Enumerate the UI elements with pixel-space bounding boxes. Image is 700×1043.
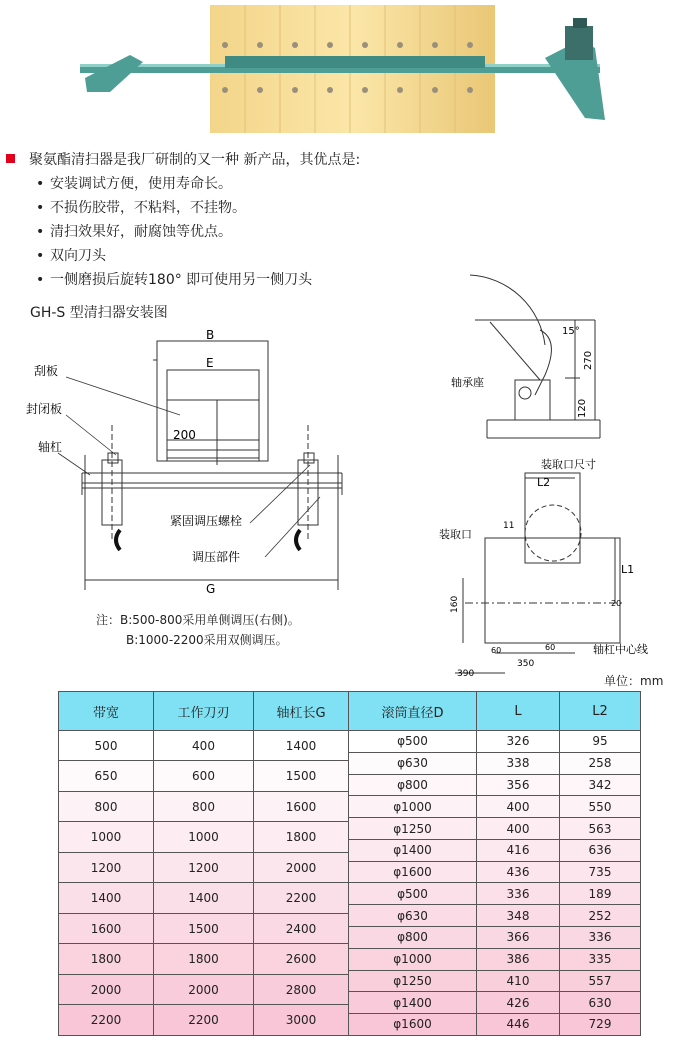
dim-11: 11	[503, 521, 515, 531]
table-cell: φ1400	[349, 839, 477, 861]
table-cell: 1400	[59, 883, 154, 913]
unit-label: 单位：mm	[604, 674, 664, 688]
feature-text: 一侧磨损后旋转180° 即可使用另一侧刀头	[50, 272, 313, 288]
table-cell: 348	[477, 905, 560, 927]
dim-390: 390	[457, 669, 475, 679]
feature-item: • 安装调试方便，使用寿命长。	[36, 176, 232, 192]
note-line: B:1000-2200采用双侧调压。	[126, 633, 288, 647]
column-header: L	[477, 692, 560, 731]
spec-table-head	[59, 692, 641, 731]
table-cell: 2200	[154, 1005, 254, 1035]
installation-drawing	[20, 325, 400, 610]
table-cell: 95	[560, 731, 641, 753]
table-row	[59, 731, 641, 753]
table-cell: φ1600	[349, 861, 477, 883]
table-cell: 2000	[254, 852, 349, 882]
port-drawing	[425, 448, 648, 679]
dim-g: G	[206, 582, 216, 596]
table-cell: φ1600	[349, 1014, 477, 1036]
table-cell: 400	[477, 818, 560, 840]
table-cell: φ1250	[349, 818, 477, 840]
side-view-drawing	[445, 270, 605, 450]
table-cell: 500	[59, 731, 154, 761]
port-label: 装取口	[439, 528, 472, 541]
label-shaft: 轴杠	[38, 440, 63, 454]
table-cell: φ500	[349, 883, 477, 905]
dim-200: 200	[173, 428, 196, 442]
table-cell: 735	[560, 861, 641, 883]
dim-270: 270	[583, 350, 594, 370]
center-line-label: 轴杠中心线	[593, 643, 648, 656]
label-scraper: 刮板	[34, 364, 59, 378]
column-header: 轴杠长G	[254, 692, 349, 731]
table-cell: 386	[477, 948, 560, 970]
intro-headline	[6, 148, 606, 172]
table-cell: 630	[560, 992, 641, 1014]
table-cell: 400	[154, 731, 254, 761]
note-line: 注：B:500-800采用单侧调压(右侧)。	[96, 613, 300, 627]
dim-20: 20	[611, 599, 622, 608]
table-cell: 3000	[254, 1005, 349, 1035]
table-cell: φ1000	[349, 948, 477, 970]
feature-text: 安装调试方便，使用寿命长。	[50, 176, 232, 192]
table-cell: 436	[477, 861, 560, 883]
table-cell: 335	[560, 948, 641, 970]
table-cell: 1600	[59, 913, 154, 943]
table-cell: 1400	[154, 883, 254, 913]
notes	[96, 610, 300, 650]
table-cell: 2800	[254, 974, 349, 1004]
column-header: 滚筒直径D	[349, 692, 477, 731]
table-row	[59, 883, 641, 905]
dim-b: B	[206, 328, 215, 342]
table-cell: 336	[560, 926, 641, 948]
table-cell: 550	[560, 796, 641, 818]
table-cell: φ800	[349, 774, 477, 796]
spec-table	[58, 691, 641, 1036]
table-cell: φ630	[349, 752, 477, 774]
feature-text: 双向刀头	[50, 248, 106, 264]
label-bolt: 紧固调压螺栓	[170, 514, 243, 528]
table-cell: φ1000	[349, 796, 477, 818]
table-cell: 446	[477, 1014, 560, 1036]
dim-60-right: 60	[545, 643, 556, 652]
table-cell: 416	[477, 839, 560, 861]
column-header: 工作刀刃	[154, 692, 254, 731]
table-cell: 189	[560, 883, 641, 905]
bearing-label: 轴承座	[451, 376, 484, 389]
table-cell: 636	[560, 839, 641, 861]
table-cell: 1800	[59, 944, 154, 975]
table-cell: 426	[477, 992, 560, 1014]
table-cell: 252	[560, 905, 641, 927]
table-cell: 336	[477, 883, 560, 905]
table-cell: 1500	[254, 761, 349, 791]
table-cell: 2000	[154, 974, 254, 1004]
table-cell: 729	[560, 1014, 641, 1036]
dim-350: 350	[517, 659, 535, 669]
table-cell: 1000	[59, 822, 154, 852]
table-cell: 2000	[59, 974, 154, 1004]
table-cell: 342	[560, 774, 641, 796]
column-header: L2	[560, 692, 641, 731]
table-cell: 2600	[254, 944, 349, 975]
feature-item: • 不损伤胶带，不粘料，不挂物。	[36, 200, 246, 216]
table-cell: 1000	[154, 822, 254, 852]
header-row	[59, 692, 641, 731]
table-cell: 1400	[254, 731, 349, 761]
table-cell: 800	[154, 791, 254, 822]
dim-l1: L1	[621, 563, 635, 576]
table-cell: 410	[477, 970, 560, 992]
table-cell: φ1250	[349, 970, 477, 992]
table-cell: φ1400	[349, 992, 477, 1014]
table-cell: 1600	[254, 791, 349, 822]
feature-text: 清扫效果好，耐腐蚀等优点。	[50, 224, 232, 240]
dim-l2: L2	[537, 476, 551, 489]
spec-table-body	[59, 731, 641, 1036]
angle-label: 15°	[562, 326, 580, 337]
red-square-icon	[6, 154, 15, 163]
table-cell: 557	[560, 970, 641, 992]
table-cell: 1500	[154, 913, 254, 943]
table-cell: 356	[477, 774, 560, 796]
table-cell: 2200	[59, 1005, 154, 1035]
dim-160: 160	[450, 595, 460, 613]
table-cell: φ800	[349, 926, 477, 948]
table-cell: 1200	[59, 852, 154, 882]
column-header: 带宽	[59, 692, 154, 731]
label-press-part: 调压部件	[192, 550, 241, 564]
port-title: 装取口尺寸	[541, 458, 596, 471]
dim-e: E	[206, 356, 214, 370]
table-cell: 326	[477, 731, 560, 753]
feature-item: • 双向刀头	[36, 248, 106, 264]
diagram-title: GH-S 型清扫器安装图	[30, 305, 168, 321]
feature-item: • 一侧磨损后旋转180° 即可使用另一侧刀头	[36, 272, 313, 288]
table-cell: 563	[560, 818, 641, 840]
table-cell: φ630	[349, 905, 477, 927]
table-cell: 1800	[254, 822, 349, 852]
table-cell: 1800	[154, 944, 254, 975]
feature-text: 不损伤胶带，不粘料，不挂物。	[50, 200, 246, 216]
table-cell: 2400	[254, 913, 349, 943]
table-cell: 400	[477, 796, 560, 818]
table-cell: 2200	[254, 883, 349, 913]
feature-item: • 清扫效果好，耐腐蚀等优点。	[36, 224, 232, 240]
label-seal-plate: 封闭板	[26, 402, 63, 416]
table-cell: 366	[477, 926, 560, 948]
table-cell: 650	[59, 761, 154, 791]
table-cell: 600	[154, 761, 254, 791]
dim-60-left: 60	[491, 646, 502, 655]
table-cell: 258	[560, 752, 641, 774]
table-cell: 338	[477, 752, 560, 774]
table-cell: 800	[59, 791, 154, 822]
dim-120: 120	[577, 398, 588, 418]
headline-text: 聚氨酯清扫器是我厂研制的又一种 新产品，其优点是:	[29, 152, 361, 168]
product-photo	[75, 0, 615, 135]
table-cell: φ500	[349, 731, 477, 753]
table-cell: 1200	[154, 852, 254, 882]
